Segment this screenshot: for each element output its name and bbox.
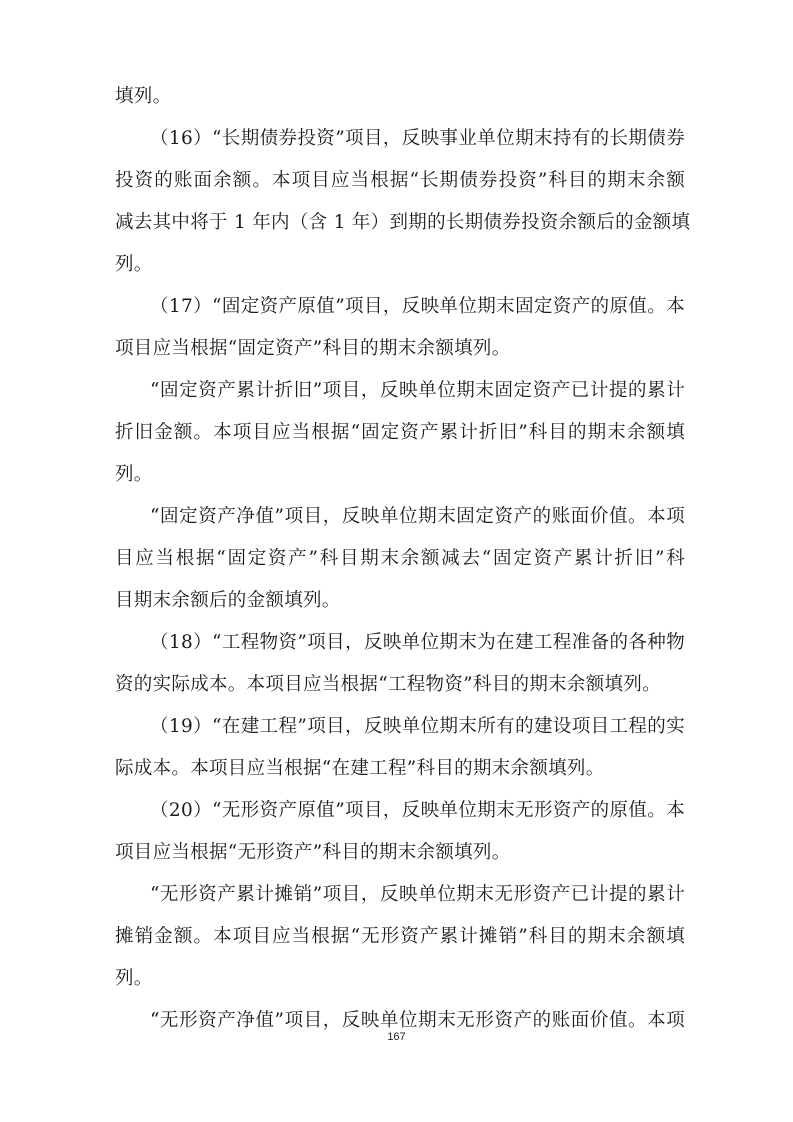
text-line: 列。 <box>115 968 153 989</box>
text-line: 列。 <box>115 254 153 275</box>
text-line: 减去其中将于 1 年内（含 1 年）到期的长期债券投资余额后的金额填 <box>115 212 691 233</box>
page-number: 167 <box>387 1031 406 1043</box>
text-line: 际成本。本项目应当根据“在建工程”科目的期末余额填列。 <box>115 758 605 779</box>
text-line: 项目应当根据“固定资产”科目的期末余额填列。 <box>115 338 511 359</box>
text-line: （16）“长期债券投资”项目，反映事业单位期末持有的长期债券 <box>150 128 685 149</box>
text-line: “无形资产累计摊销”项目，反映单位期末无形资产已计提的累计 <box>150 884 685 905</box>
text-line: （20）“无形资产原值”项目，反映单位期末无形资产的原值。本 <box>150 800 685 821</box>
text-line: （19）“在建工程”项目，反映单位期末所有的建设项目工程的实 <box>150 716 685 737</box>
text-line: 资的实际成本。本项目应当根据“工程物资”科目的期末余额填列。 <box>115 674 661 695</box>
text-line: 列。 <box>115 464 153 485</box>
text-line: （18）“工程物资”项目，反映单位期末为在建工程准备的各种物 <box>150 632 685 653</box>
text-line: 摊销金额。本项目应当根据“无形资产累计摊销”科目的期末余额填 <box>115 926 685 947</box>
text-line: 填列。 <box>115 86 172 107</box>
text-line: “无形资产净值”项目，反映单位期末无形资产的账面价值。本项 <box>150 1010 685 1031</box>
text-line: “固定资产累计折旧”项目，反映单位期末固定资产已计提的累计 <box>150 380 685 401</box>
text-line: 折旧金额。本项目应当根据“固定资产累计折旧”科目的期末余额填 <box>115 422 685 443</box>
text-line: 项目应当根据“无形资产”科目的期末余额填列。 <box>115 842 511 863</box>
text-line: “固定资产净值”项目，反映单位期末固定资产的账面价值。本项 <box>150 506 685 527</box>
text-line: 目应当根据“固定资产”科目期末余额减去“固定资产累计折旧”科 <box>115 548 685 569</box>
text-line: 目期末余额后的金额填列。 <box>115 590 341 611</box>
text-line: （17）“固定资产原值”项目，反映单位期末固定资产的原值。本 <box>150 296 685 317</box>
text-line: 投资的账面余额。本项目应当根据“长期债券投资”科目的期末余额 <box>115 170 685 191</box>
